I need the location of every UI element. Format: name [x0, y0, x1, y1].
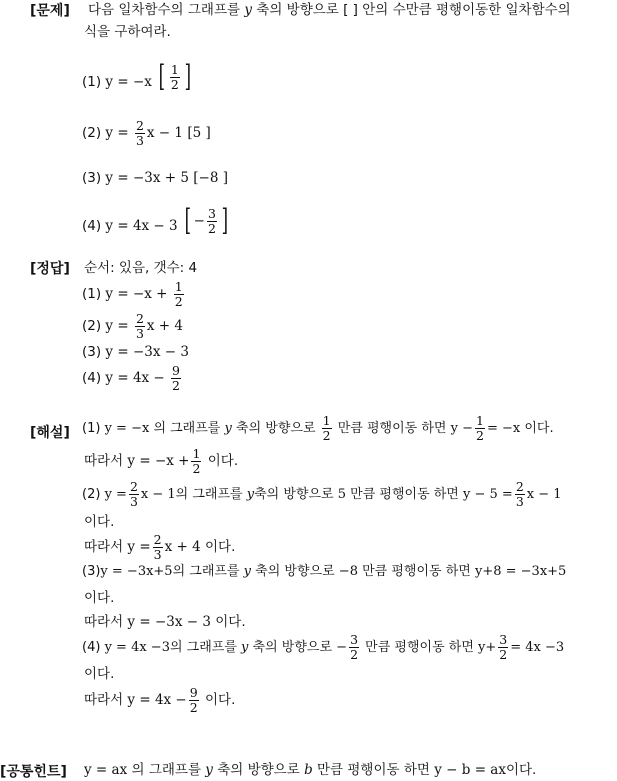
text-fragment: 만큼 평행이동 하면	[337, 421, 447, 436]
explanation-line-6	[82, 562, 566, 582]
text-fragment: y	[205, 762, 213, 778]
item-expression: y = −3x + 5	[105, 170, 189, 186]
text-fragment: 2	[153, 531, 162, 547]
problem-label: [문제]	[30, 3, 70, 19]
fraction	[129, 480, 139, 509]
text-fragment: 3	[153, 546, 162, 562]
text-fragment: 이다.	[215, 614, 246, 630]
problem-item-3	[82, 168, 228, 188]
text-fragment: = 4x −3	[510, 640, 565, 655]
text-fragment: 2	[207, 220, 216, 236]
item-number: (3)	[82, 170, 102, 186]
text-fragment: y − b = ax	[434, 762, 506, 778]
text-fragment: = −x	[486, 421, 521, 436]
text-fragment: (4)	[82, 640, 101, 655]
item-expression-a: y =	[105, 125, 133, 141]
problem-text-line1	[88, 0, 571, 20]
item-number: (1)	[82, 74, 102, 90]
text-fragment: x − 1	[140, 487, 176, 502]
item-number: (1)	[82, 286, 102, 302]
text-fragment: 3	[135, 325, 144, 341]
explanation-line-9	[82, 630, 564, 666]
text-fragment: 축의 방향으로	[217, 762, 300, 778]
text-fragment: y	[243, 564, 252, 579]
explanation-label: [해설]	[30, 425, 70, 441]
text-fragment: y = −x +	[127, 453, 190, 469]
text-fragment: 이다.	[524, 421, 554, 436]
bracket-value: [5 ]	[187, 125, 211, 141]
fraction	[170, 63, 180, 92]
text-fragment: 만큼 평행이동 하면	[350, 487, 459, 502]
text-fragment: 2	[174, 293, 183, 309]
fraction	[515, 480, 525, 509]
text-fragment: 3	[135, 132, 144, 148]
text-fragment: 2	[350, 647, 359, 662]
text-fragment: 2	[499, 647, 508, 662]
explanation-line-1	[82, 412, 554, 446]
answer-item-4	[82, 362, 183, 394]
explanation-line-7: 이다.	[84, 590, 115, 606]
answer-item-3	[82, 342, 189, 362]
text-fragment: 의 그래프를	[172, 564, 240, 579]
text-fragment: ]	[221, 203, 229, 238]
hint-text	[84, 760, 536, 780]
text-fragment: y = ax	[84, 762, 128, 778]
problem-text-a: 다음 일차함수의 그래프를	[88, 2, 241, 18]
text-fragment: [	[158, 59, 166, 94]
text-fragment: x + 4	[164, 539, 201, 555]
text-fragment: y = −x	[104, 421, 150, 436]
explanation-line-5	[84, 530, 235, 564]
fraction	[153, 533, 163, 562]
explanation-line-8	[84, 612, 246, 632]
text-fragment: 이다.	[205, 539, 236, 555]
problem-item-1	[82, 59, 194, 98]
text-fragment: −8	[338, 564, 358, 579]
text-fragment: 1	[192, 445, 201, 461]
fraction	[171, 364, 181, 393]
text-fragment: 3	[129, 494, 138, 509]
item-number: (4)	[82, 370, 102, 386]
var-y: y	[244, 2, 252, 18]
problem-text-line2: 식을 구하여라.	[84, 24, 171, 40]
answer-label: [정답]	[30, 261, 70, 277]
text-fragment: 2	[475, 428, 484, 443]
item-expression: y = −x	[105, 74, 152, 90]
text-fragment: y+	[478, 640, 497, 655]
text-fragment: 따라서	[84, 453, 124, 469]
text-fragment: 의 그래프를	[153, 421, 221, 436]
text-fragment: 의 그래프를	[131, 762, 201, 778]
fraction	[135, 312, 145, 341]
bracket-value	[156, 59, 193, 94]
item-expression: y = −x +	[105, 286, 172, 302]
text-fragment: 3	[499, 632, 508, 647]
text-fragment: 3	[350, 632, 359, 647]
explanation-line-10: 이다.	[84, 666, 115, 682]
explanation-line-2	[84, 444, 238, 478]
text-fragment: y	[246, 487, 255, 502]
explanation-line-3	[82, 478, 562, 512]
text-fragment: 2	[192, 460, 201, 476]
text-fragment: y = −3x − 3	[127, 614, 211, 630]
text-fragment: 만큼 평행이동 하면	[365, 640, 474, 655]
problem-text-b: 축의 방향으로 [ ] 안의 수만큼 평행이동한 일차함수의	[256, 2, 571, 18]
text-fragment: y	[224, 421, 232, 436]
fraction	[322, 414, 332, 443]
text-fragment: 1	[170, 61, 179, 77]
text-fragment: (1)	[82, 421, 101, 436]
text-fragment: y+8 = −3x+5	[474, 564, 567, 579]
fraction	[135, 119, 145, 148]
fraction	[189, 686, 199, 715]
hint-label: [공통힌트]	[0, 764, 67, 780]
bracket-value: [−8 ]	[193, 170, 228, 186]
text-fragment: 이다.	[505, 762, 537, 778]
text-fragment: −	[336, 640, 348, 655]
text-fragment: [	[184, 203, 192, 238]
answer-item-2	[82, 310, 183, 342]
text-fragment: 이다.	[205, 692, 236, 708]
text-fragment: 2	[135, 310, 144, 326]
item-expression: y = −3x − 3	[105, 344, 189, 360]
answer-meta: 순서: 있음, 갯수: 4	[84, 260, 198, 276]
text-fragment: y	[241, 640, 249, 655]
text-fragment: y = −3x+5	[100, 564, 173, 579]
fraction	[191, 447, 201, 476]
text-fragment: 1	[475, 413, 484, 428]
text-fragment: 3	[207, 205, 216, 221]
text-fragment: 2	[515, 479, 524, 494]
text-fragment: y −	[450, 421, 473, 436]
item-expression-b: x + 4	[146, 318, 184, 334]
explanation-line-11	[84, 682, 235, 718]
fraction	[349, 633, 359, 662]
text-fragment: 축의 방향으로	[236, 421, 316, 436]
text-fragment: 축의 방향으로	[254, 487, 334, 502]
text-fragment: 2	[170, 76, 179, 92]
text-fragment: 9	[189, 684, 198, 700]
text-fragment: 2	[322, 428, 331, 443]
fraction	[498, 633, 508, 662]
text-fragment: y − 5 =	[463, 487, 513, 502]
text-fragment: 이다.	[207, 453, 239, 469]
item-number: (4)	[82, 218, 102, 234]
text-fragment: 만큼 평행이동 하면	[317, 762, 430, 778]
text-fragment: 9	[172, 362, 180, 378]
text-fragment: 따라서	[84, 692, 124, 708]
fraction	[475, 414, 485, 443]
text-fragment: 따라서	[84, 614, 124, 630]
text-fragment: −	[193, 213, 205, 229]
text-fragment: y =	[127, 539, 151, 555]
problem-item-4	[82, 205, 231, 242]
text-fragment: b	[304, 762, 313, 778]
text-fragment: (3)	[82, 564, 101, 579]
item-number: (3)	[82, 344, 102, 360]
text-fragment: 의 그래프를	[175, 487, 243, 502]
text-fragment: x − 1	[526, 487, 562, 502]
text-fragment: 만큼 평행이동 하면	[362, 564, 471, 579]
item-expression: y = 4x −	[105, 370, 170, 386]
text-fragment: 2	[172, 377, 180, 393]
item-number: (2)	[82, 125, 102, 141]
item-expression-a: y =	[105, 318, 133, 334]
text-fragment: 5	[337, 487, 346, 502]
text-fragment: 축의 방향으로	[255, 564, 335, 579]
problem-item-2	[82, 118, 211, 148]
item-expression: y = 4x − 3	[105, 218, 178, 234]
text-fragment: 1	[322, 413, 331, 428]
item-expression-b: x − 1	[146, 125, 184, 141]
text-fragment: 3	[515, 494, 524, 509]
text-fragment: y =	[104, 487, 127, 502]
text-fragment: y = 4x −3	[104, 640, 170, 655]
item-number: (2)	[82, 318, 102, 334]
text-fragment: 축의 방향으로	[252, 640, 333, 655]
text-fragment: 2	[189, 699, 198, 715]
fraction	[174, 280, 184, 309]
text-fragment: 2	[135, 117, 144, 133]
text-fragment: (2)	[82, 487, 101, 502]
bracket-value	[182, 205, 231, 237]
text-fragment: 의 그래프를	[169, 640, 237, 655]
text-fragment: 2	[129, 479, 138, 494]
explanation-line-4: 이다.	[84, 514, 115, 530]
text-fragment: 따라서	[84, 539, 124, 555]
answer-item-1	[82, 278, 186, 310]
fraction	[207, 207, 217, 236]
text-fragment: ]	[184, 59, 191, 94]
text-fragment: 1	[174, 278, 183, 294]
text-fragment: y = 4x −	[127, 692, 187, 708]
